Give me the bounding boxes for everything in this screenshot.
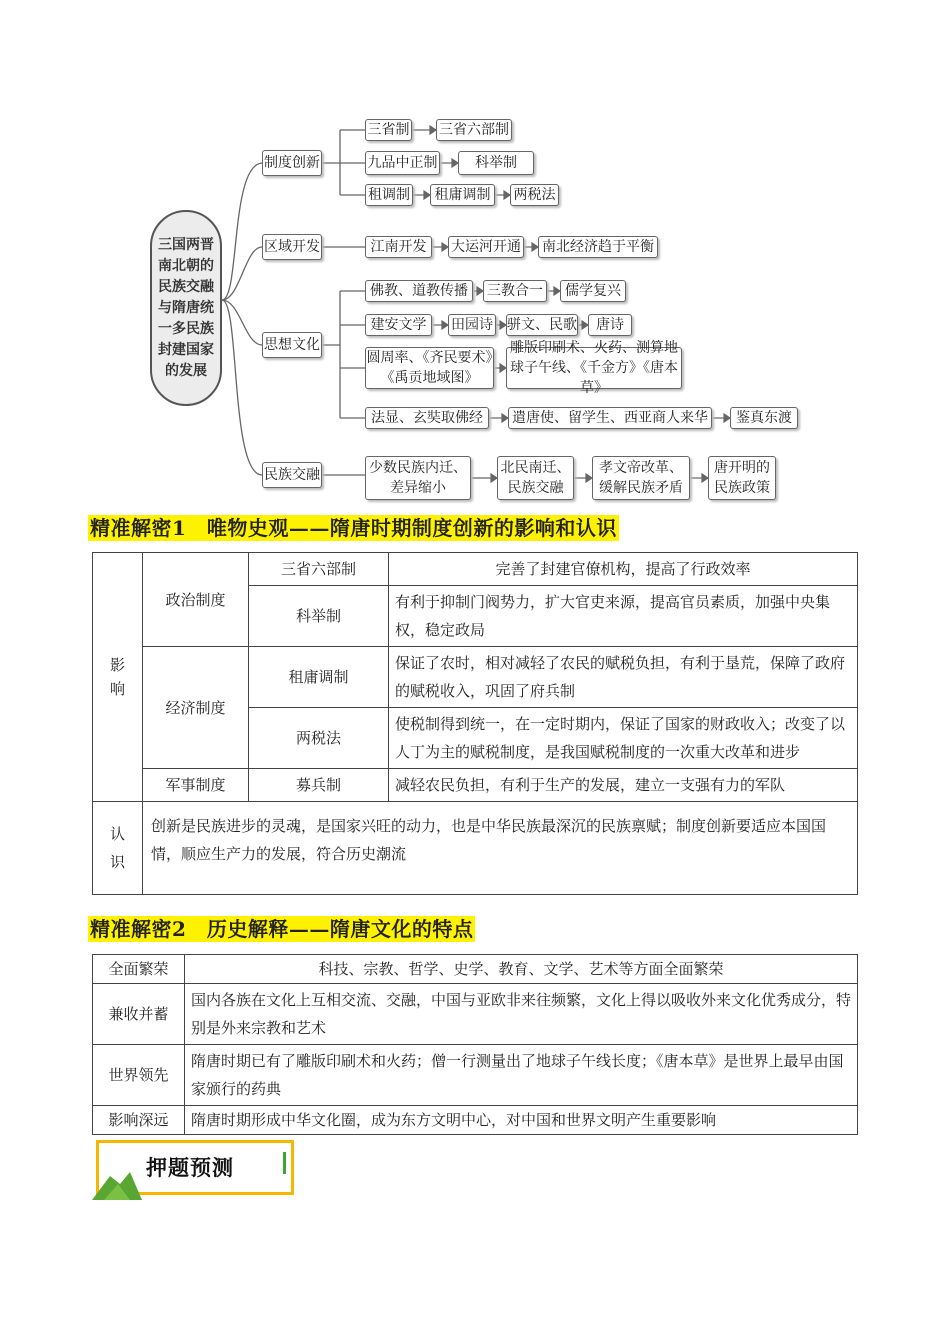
table-row [93,955,858,984]
category-cell: 军事制度 [143,769,249,802]
impact-label-cell [93,553,143,802]
table-row [93,769,858,802]
category-cell: 经济制度 [143,647,249,769]
branch-ethnic-integration: 民族交融 [262,462,322,488]
system-name-cell: 科举制 [249,586,389,647]
feature-desc-cell: 隋唐时期形成中华文化圈，成为东方文明中心，对中国和世界文明产生重要影响 [185,1106,858,1135]
node-zuyongdiao-system: 租庸调制 [430,184,495,206]
node-three-teachings: 三教合一 [483,280,547,302]
section2-title: 精准解密2 历史解释——隋唐文化的特点 [90,917,474,941]
node-tang-poetry: 唐诗 [588,314,632,336]
node-imperial-exam: 科举制 [458,151,534,175]
node-north-south-balance: 南北经济趋于平衡 [538,236,658,258]
node-zudiao-system: 租调制 [365,184,413,206]
recognition-desc-cell: 创新是民族进步的灵魂，是国家兴旺的动力，也是中华民族最深沉的民族禀赋；制度创新要适应本国国情，顺应生产力的发展，符合历史潮流 [143,802,858,895]
system-desc-cell: 有利于抑制门阀势力，扩大官吏来源，提高官员素质，加强中央集权，稳定政局 [389,586,858,647]
branch-regional-development: 区域开发 [262,234,322,260]
system-desc-cell: 完善了封建官僚机构，提高了行政效率 [389,553,858,586]
node-north-south-migration: 北民南迁、民族交融 [497,456,574,500]
node-confucian-revival: 儒学复兴 [560,280,626,302]
node-three-departments: 三省制 [365,119,412,141]
system-desc-cell: 使税制得到统一，在一定时期内，保证了国家的财政收入；改变了以人丁为主的赋税制度，是我国赋税制度的一次重大改革和进步 [389,708,858,769]
system-name-cell: 募兵制 [249,769,389,802]
node-woodblock-printing: 雕版印刷术、火药、测算地球子午线、《千金方》《唐本草》 [506,347,682,389]
node-pi-qimin-yaoshu: 圆周率、《齐民要术》《禹贡地域图》 [365,347,494,389]
node-nine-rank-system: 九品中正制 [365,151,440,175]
system-name-cell: 租庸调制 [249,647,389,708]
section1-title: 精准解密1 唯物史观——隋唐时期制度创新的影响和认识 [90,516,617,540]
badge-label: 押题预测 [146,1156,234,1180]
table-row [93,553,858,586]
node-minorities-migrate: 少数民族内迁、差异缩小 [365,456,471,500]
system-desc-cell: 保证了农时，相对减轻了农民的赋税负担，有利于垦荒，保障了政府的赋税收入，巩固了府兵制 [389,647,858,708]
feature-label-cell: 影响深远 [93,1106,185,1135]
recognition-label: 认识 [109,825,125,871]
node-xiaowen-reform: 孝文帝改革、缓解民族矛盾 [592,456,690,500]
node-jianzhen-east: 鉴真东渡 [730,407,798,429]
tang-culture-table [92,954,858,1135]
feature-label-cell: 世界领先 [93,1045,185,1106]
node-jian-an-literature: 建安文学 [365,314,432,336]
feature-label-cell: 全面繁荣 [93,955,185,984]
node-three-departments-six-ministries: 三省六部制 [436,119,512,141]
feature-desc-cell: 隋唐时期已有了雕版印刷术和火药；僧一行测量出了地球子午线长度；《唐本草》是世界上最早由国家颁行的药典 [185,1045,858,1106]
node-tang-ethnic-policy: 唐开明的民族政策 [708,456,776,500]
impact-label: 影响 [109,655,125,698]
branch-thought-culture: 思想文化 [262,332,322,358]
node-faxian-xuanzang: 法显、玄奘取佛经 [365,407,489,429]
node-jiangnan-development: 江南开发 [365,236,432,258]
node-pastoral-poetry: 田园诗 [448,314,496,336]
feature-desc-cell: 科技、宗教、哲学、史学、教育、文学、艺术等方面全面繁荣 [185,955,858,984]
feature-label-cell: 兼收并蓄 [93,984,185,1045]
mountain-icon [90,1150,150,1202]
node-grand-canal: 大运河开通 [448,236,524,258]
system-name-cell: 两税法 [249,708,389,769]
category-cell: 政治制度 [143,553,249,647]
table-row [93,1045,858,1106]
node-two-tax-law: 两税法 [510,184,559,206]
recognition-label-cell [93,802,143,895]
institution-impact-table [92,552,858,895]
badge-accent-icon [282,1152,288,1174]
feature-desc-cell: 国内各族在文化上互相交流、交融，中国与亚欧非来往频繁，文化上得以吸收外来文化优秀成分，特别是外来宗教和艺术 [185,984,858,1045]
node-buddhism-taoism: 佛教、道教传播 [365,280,473,302]
table-row [93,1106,858,1135]
node-parallel-prose: 骈文、民歌 [506,314,578,336]
branch-institutional-innovation: 制度创新 [262,150,322,176]
table-row [93,802,858,895]
system-desc-cell: 减轻农民负担，有利于生产的发展，建立一支强有力的军队 [389,769,858,802]
node-envoys-to-tang: 遣唐使、留学生、西亚商人来华 [508,407,712,429]
table-row [93,984,858,1045]
system-name-cell: 三省六部制 [249,553,389,586]
mindmap-root: 三国两晋南北朝的民族交融与隋唐统一多民族封建国家的发展 [150,210,222,406]
table-row [93,647,858,708]
